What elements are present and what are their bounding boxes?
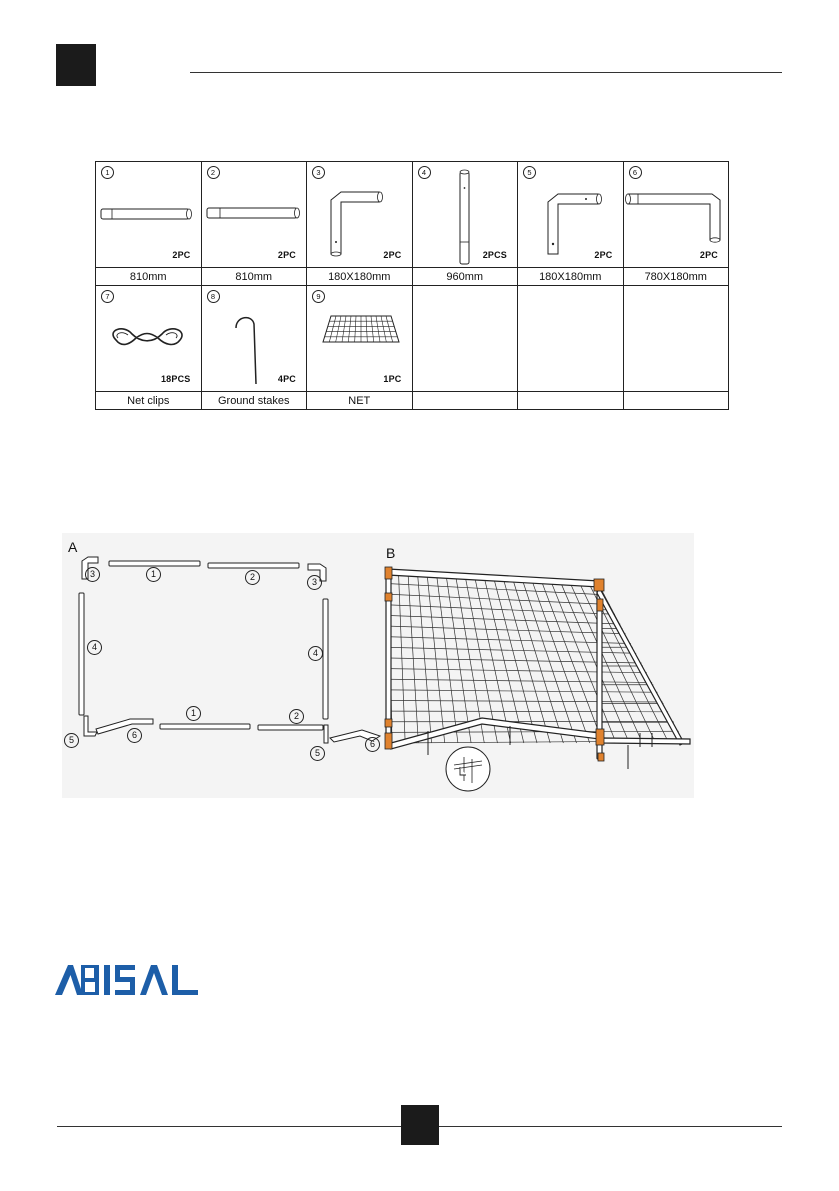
part-number-4: 4 (418, 166, 431, 179)
part-cell-4 (412, 162, 518, 268)
part-caption-5: 180X180mm (518, 268, 624, 286)
assembled-goal-b (385, 567, 690, 791)
callout-4-left: 4 (87, 640, 102, 655)
part-caption-empty (623, 392, 729, 410)
part-cell-6 (623, 162, 729, 268)
part-caption-4: 960mm (412, 268, 518, 286)
footer-page-block (401, 1105, 439, 1145)
part-caption-empty (412, 392, 518, 410)
part-number-2: 2 (207, 166, 220, 179)
callout-5-left: 5 (64, 733, 79, 748)
part-cell-empty-2 (518, 286, 624, 392)
part-caption-8: Ground stakes (201, 392, 307, 410)
part-cell-9 (307, 286, 413, 392)
part-caption-6: 780X180mm (623, 268, 729, 286)
parts-caption-row (96, 392, 729, 410)
callout-1-bottom: 1 (186, 706, 201, 721)
part-qty-2: 2PC (277, 250, 296, 260)
part-caption-empty (518, 392, 624, 410)
part-cell-7 (96, 286, 202, 392)
header-rule (190, 72, 782, 73)
callout-6-left: 6 (127, 728, 142, 743)
part-cell-empty-1 (412, 286, 518, 392)
callout-2-bottom: 2 (289, 709, 304, 724)
exploded-frame-a (79, 557, 380, 743)
parts-list-table (95, 161, 729, 410)
part-caption-7: Net clips (96, 392, 202, 410)
part-number-9: 9 (312, 290, 325, 303)
brand-logo (55, 962, 205, 1002)
callout-1-top: 1 (146, 567, 161, 582)
parts-image-row (96, 162, 729, 268)
panel-label-b: B (386, 545, 396, 561)
callout-5-right: 5 (310, 746, 325, 761)
part-caption-3: 180X180mm (307, 268, 413, 286)
part-caption-9: NET (307, 392, 413, 410)
page-marker-block (56, 44, 96, 86)
part-qty-1: 2PC (172, 250, 191, 260)
part-cell-2 (201, 162, 307, 268)
part-qty-3: 2PC (383, 250, 402, 260)
part-caption-1: 810mm (96, 268, 202, 286)
part-cell-1 (96, 162, 202, 268)
part-number-7: 7 (101, 290, 114, 303)
parts-caption-row (96, 268, 729, 286)
part-qty-7: 18PCS (160, 374, 191, 384)
part-number-1: 1 (101, 166, 114, 179)
assembly-illustration (62, 533, 694, 798)
callout-3-right: 3 (307, 575, 322, 590)
part-cell-5 (518, 162, 624, 268)
callout-6-right: 6 (365, 737, 380, 752)
panel-label-a: A (68, 539, 78, 555)
part-caption-2: 810mm (201, 268, 307, 286)
parts-image-row (96, 286, 729, 392)
part-number-3: 3 (312, 166, 325, 179)
part-cell-empty-3 (623, 286, 729, 392)
part-qty-5: 2PC (594, 250, 613, 260)
part-qty-8: 4PC (277, 374, 296, 384)
part-cell-8 (201, 286, 307, 392)
callout-3-left: 3 (85, 567, 100, 582)
net-clip-detail-magnifier (446, 747, 490, 791)
part-number-8: 8 (207, 290, 220, 303)
callout-4-right: 4 (308, 646, 323, 661)
part-cell-3 (307, 162, 413, 268)
part-number-6: 6 (629, 166, 642, 179)
callout-2-top: 2 (245, 570, 260, 585)
part-number-5: 5 (523, 166, 536, 179)
part-qty-4: 2PCS (482, 250, 507, 260)
part-qty-9: 1PC (383, 374, 402, 384)
part-qty-6: 2PC (699, 250, 718, 260)
